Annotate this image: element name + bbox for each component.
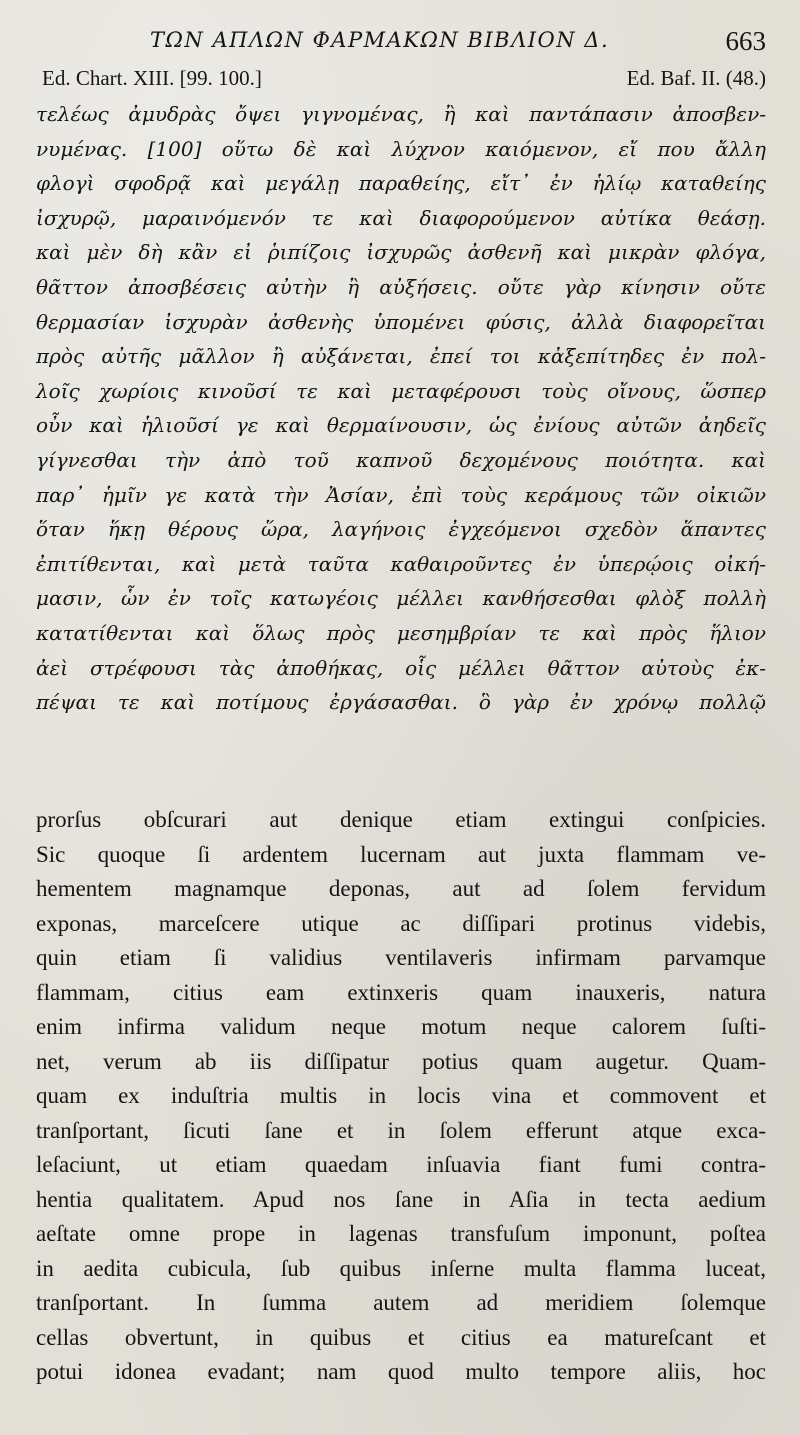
greek-line: νυμένας. [100] οὕτω δὲ καὶ λύχνον καιόμενον, εἴ που ἄλλη xyxy=(36,136,766,161)
greek-line: ἰσχυρῷ, μαραινόμενόν τε καὶ διαφορούμενον αὐτίκα θεάσῃ. xyxy=(36,205,766,230)
greek-line: ἐπιτίθενται, καὶ μετὰ ταῦτα καθαιροῦντες ἐν ὑπερῴοις οἰκή- xyxy=(36,551,766,576)
latin-line: aeſtate omne prope in lagenas transfuſum imponunt, poſtea xyxy=(36,1221,766,1246)
greek-line: ὅταν ἥκῃ θέρους ὥρα, λαγήνοις ἐγχεόμενοι σχεδὸν ἅπαντες xyxy=(36,517,766,542)
latin-line: enim infirma validum neque motum neque calorem ſuſti- xyxy=(36,1014,766,1039)
greek-line: πέψαι τε καὶ ποτίμους ἐργάσασθαι. ὃ γὰρ ἐν χρόνῳ πολλῷ xyxy=(36,690,766,715)
greek-line: πρὸς αὐτῆς μᾶλλον ἢ αὐξάνεται, ἐπεί τοι κἀξεπίτηδες ἐν πολ- xyxy=(36,344,766,369)
greek-line: ἀεὶ στρέφουσι τὰς ἀποθήκας, οἷς μέλλει θᾶττον αὐτοὺς ἐκ- xyxy=(36,655,766,680)
greek-line: θᾶττον ἀποσβέσεις αὐτὴν ἢ αὐξήσεις. οὔτε γὰρ κίνησιν οὔτε xyxy=(36,274,766,299)
latin-line: flammam, citius eam extinxeris quam inauxeris, natura xyxy=(36,979,766,1005)
latin-line: exponas, marceſcere utique ac diſſipari protinus videbis, xyxy=(36,910,766,936)
greek-line: οὖν καὶ ἡλιοῦσί γε καὶ θερμαίνουσιν, ὡς ἐνίους αὐτῶν ἀηδεῖς xyxy=(36,413,766,438)
greek-line: παρ᾽ ἡμῖν γε κατὰ τὴν Ἀσίαν, ἐπὶ τοὺς κεράμους τῶν οἰκιῶν xyxy=(36,482,766,507)
greek-line: φλογὶ σφοδρᾷ καὶ μεγάλῃ παραθείης, εἴτ᾽ ἐν ἡλίῳ καταθείης xyxy=(36,171,766,196)
latin-line: hentia qualitatem. Apud nos ſane in Aſia in tecta aedium xyxy=(36,1186,766,1212)
greek-text-block xyxy=(36,97,766,720)
latin-text-block xyxy=(36,803,766,1390)
latin-line: quin etiam ſi validius ventilaveris infirmam parvamque xyxy=(36,945,766,970)
edition-reference-right: Ed. Baf. II. (48.) xyxy=(626,66,766,90)
latin-line: Sic quoque ſi ardentem lucernam aut juxta flammam ve- xyxy=(36,841,766,867)
latin-line: prorſus obſcurari aut denique etiam extingui conſpicies. xyxy=(36,807,766,832)
greek-line: θερμασίαν ἰσχυρὰν ἀσθενὴς ὑπομένει φύσις, ἀλλὰ διαφορεῖται xyxy=(36,309,766,334)
latin-line: net, verum ab iis diſſipatur potius quam augetur. Quam- xyxy=(36,1048,766,1074)
latin-line: tranſportant, ſicuti ſane et in ſolem efferunt atque exca- xyxy=(36,1117,766,1143)
edition-reference-left: Ed. Chart. XIII. [99. 100.] xyxy=(42,66,262,90)
greek-line: μασιν, ὧν ἐν τοῖς κατωγέοις μέλλει κανθήσεσθαι φλὸξ πολλὴ xyxy=(36,586,766,611)
latin-line: cellas obvertunt, in quibus et citius ea matureſcant et xyxy=(36,1324,766,1350)
latin-line: in aedita cubicula, ſub quibus inſerne multa flamma luceat, xyxy=(36,1255,766,1281)
latin-line: leſaciunt, ut etiam quaedam inſuavia fiant fumi contra- xyxy=(36,1152,766,1177)
greek-line: γίγνεσθαι τὴν ἀπὸ τοῦ καπνοῦ δεχομένους ποιότητα. καὶ xyxy=(36,447,766,472)
greek-line: καὶ μὲν δὴ κἂν εἰ ῥιπίζοις ἰσχυρῶς ἀσθενῆ καὶ μικρὰν φλόγα, xyxy=(36,240,766,265)
running-title: ΤΩΝ ΑΠΛΩΝ ΦΑΡΜΑΚΩΝ ΒΙΒΛΙΟΝ Δ. xyxy=(150,28,610,52)
page-number: 663 xyxy=(725,26,766,56)
greek-line: λοῖς χωρίοις κινοῦσί τε καὶ μεταφέρουσι τοὺς οἴνους, ὥσπερ xyxy=(36,378,766,403)
latin-line: quam ex induſtria multis in locis vina et commovent et xyxy=(36,1083,766,1108)
latin-line: potui idonea evadant; nam quod multo tempore aliis, hoc xyxy=(36,1359,766,1384)
latin-line: hementem magnamque deponas, aut ad ſolem fervidum xyxy=(36,876,766,901)
latin-line: tranſportant. In ſumma autem ad meridiem ſolemque xyxy=(36,1290,766,1315)
greek-line: τελέως ἀμυδρὰς ὄψει γιγνομένας, ἢ καὶ παντάπασιν ἀποσβεν- xyxy=(36,102,766,126)
greek-line: κατατίθενται καὶ ὅλως πρὸς μεσημβρίαν τε καὶ πρὸς ἥλιον xyxy=(36,620,766,645)
